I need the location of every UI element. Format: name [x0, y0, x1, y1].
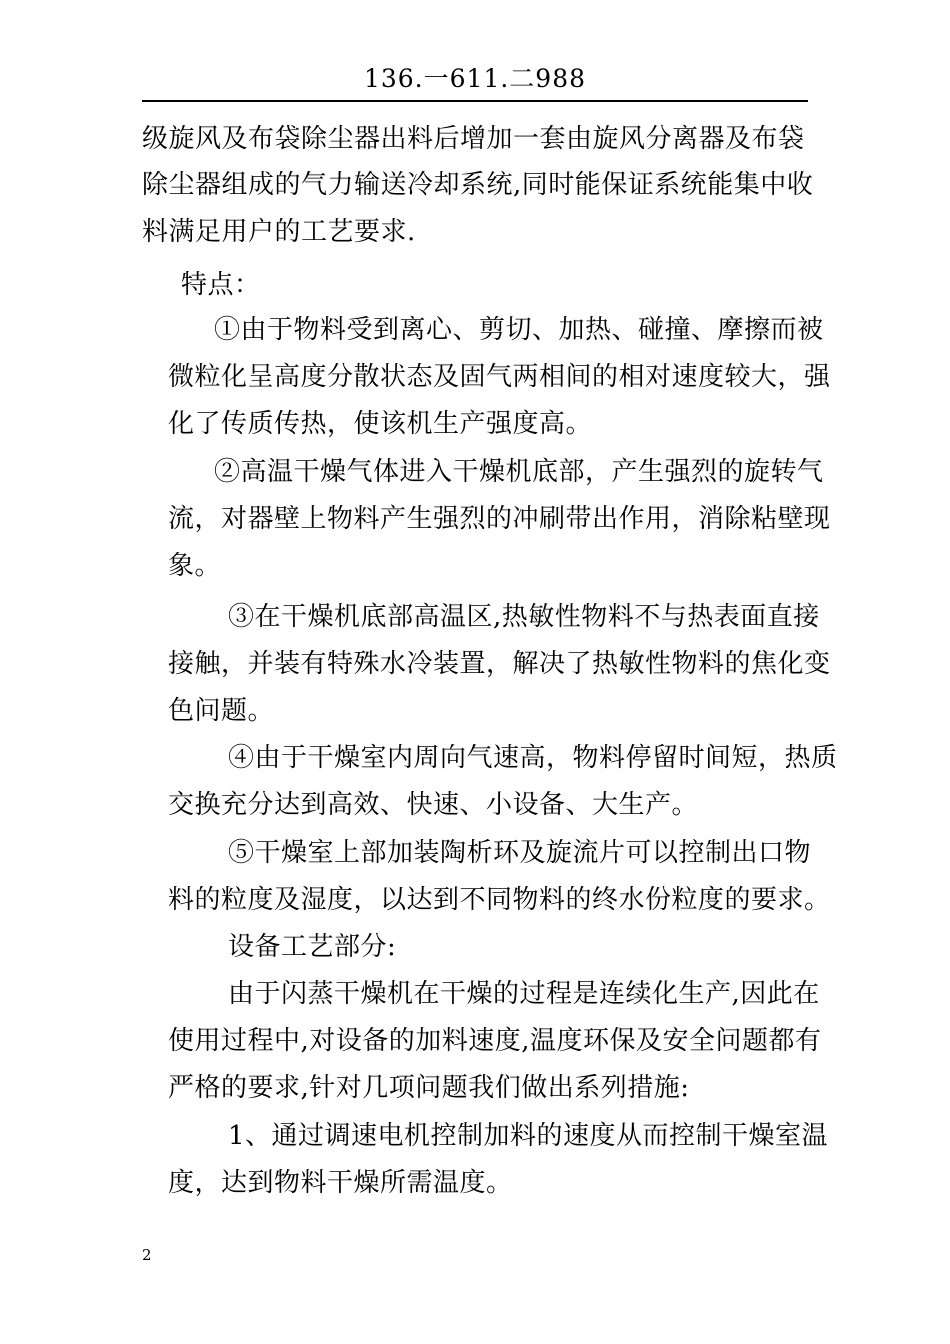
text-line: 化了传质传热，使该机生产强度高。: [168, 409, 593, 439]
text-line: 1、通过调速电机控制加料的速度从而控制干燥室温: [228, 1121, 829, 1151]
text-line: ⑤干燥室上部加装陶析环及旋流片可以控制出口物: [228, 838, 812, 868]
text-line: 流，对器壁上物料产生强烈的冲刷带出作用，消除粘壁现: [168, 504, 831, 534]
text-line: ③在干燥机底部高温区,热敏性物料不与热表面直接: [228, 602, 820, 632]
text-line: ④由于干燥室内周向气速高，物料停留时间短，热质: [228, 743, 838, 773]
page-header: 136.一611.二988: [363, 64, 587, 93]
header-divider: [142, 100, 808, 102]
text-line: ①由于物料受到离心、剪切、加热、碰撞、摩擦而被: [214, 315, 824, 345]
text-line: 微粒化呈高度分散状态及固气两相间的相对速度较大，强: [168, 362, 831, 392]
section-heading: 特点：: [181, 270, 261, 300]
text-line: 级旋风及布袋除尘器出料后增加一套由旋风分离器及布袋: [142, 124, 805, 154]
text-line: 接触，并装有特殊水冷装置，解决了热敏性物料的焦化变: [168, 649, 831, 679]
text-line: 色问题。: [168, 696, 275, 726]
text-line: 料满足用户的工艺要求.: [142, 217, 416, 247]
text-line: 交换充分达到高效、快速、小设备、大生产。: [168, 790, 699, 820]
text-line: 料的粒度及湿度，以达到不同物料的终水份粒度的要求。: [168, 885, 831, 915]
text-line: 象。: [168, 551, 222, 581]
text-line: 严格的要求,针对几项问题我们做出系列措施:: [168, 1073, 690, 1103]
page-number: 2: [142, 1246, 152, 1264]
text-line: 由于闪蒸干燥机在干燥的过程是连续化生产,因此在: [228, 979, 820, 1009]
text-line: ②高温干燥气体进入干燥机底部，产生强烈的旋转气: [214, 457, 824, 487]
text-line: 使用过程中,对设备的加料速度,温度环保及安全问题都有: [168, 1026, 822, 1056]
section-heading: 设备工艺部分:: [228, 932, 397, 962]
text-line: 除尘器组成的气力输送冷却系统,同时能保证系统能集中收: [142, 170, 814, 200]
text-line: 度，达到物料干燥所需温度。: [168, 1168, 513, 1198]
